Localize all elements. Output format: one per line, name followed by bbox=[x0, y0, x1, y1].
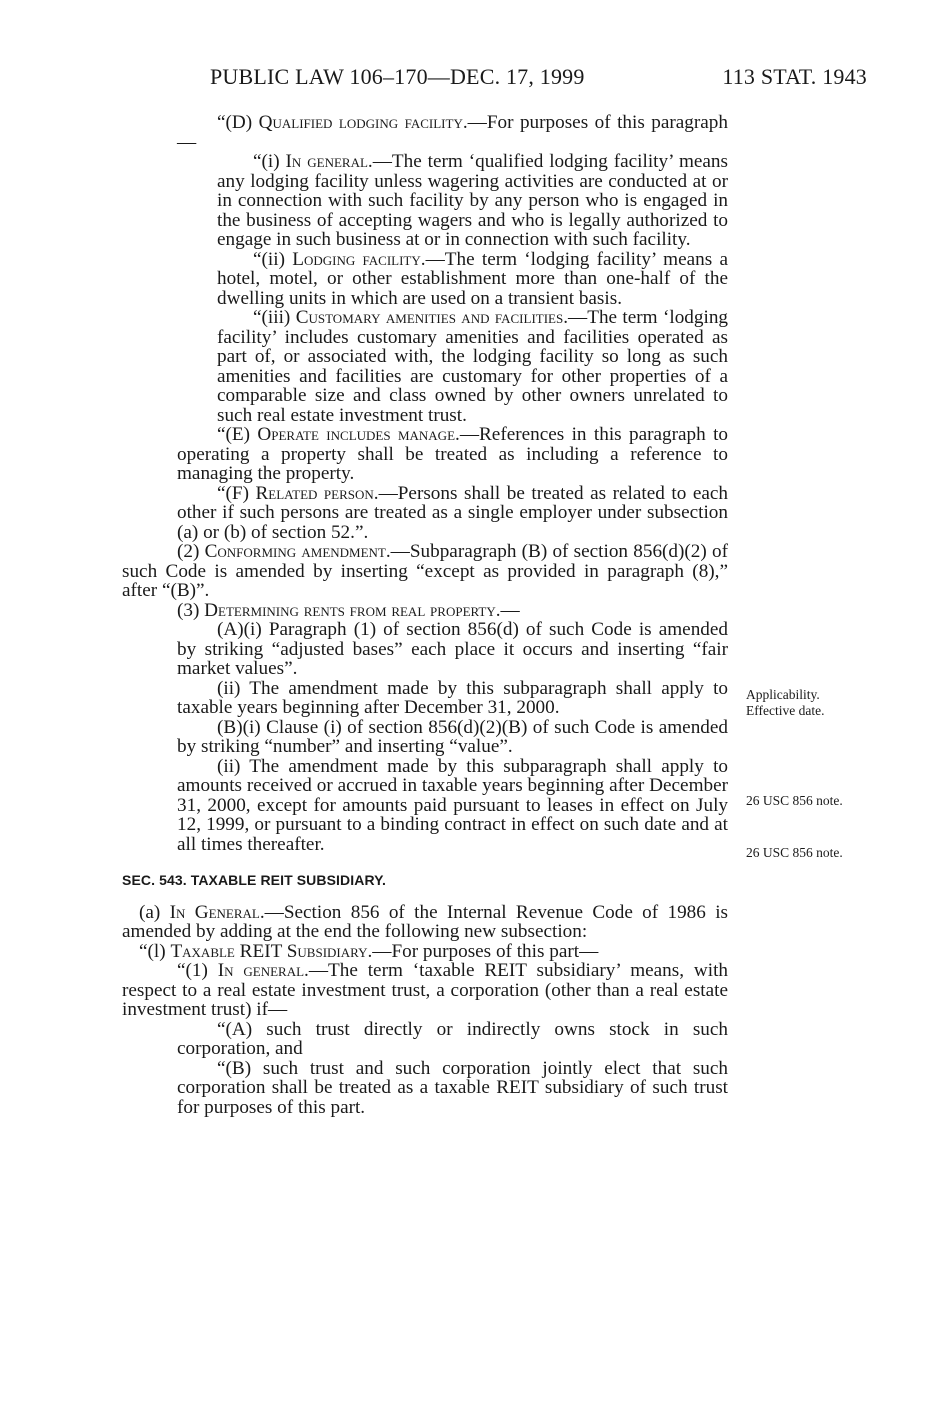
clause-i-heading: In general bbox=[285, 151, 368, 172]
clause-i-text: .—The term ‘qualified lodging facility’ means any lodging facility unless wagering activities are conducted at or in connection with such facility by any person who is engaged in the business of accepting wagers and who is legally authorized to engage in such business at or in connection with such facility. bbox=[217, 151, 728, 250]
margin-note-usc-2: 26 USC 856 note. bbox=[746, 845, 843, 860]
subsection-a bbox=[122, 903, 728, 942]
item-a-i: (A)(i) Paragraph (1) of section 856(d) of such Code is amended by striking “adjusted bases” each place it occurs and inserting “fair market values”. bbox=[177, 619, 728, 679]
clause-ii-number: “(ii) bbox=[253, 248, 293, 270]
clause-ii-text: .—The term ‘lodging facility’ means a hotel, motel, or other establishment more than one-half of the dwelling units in which are used on a transient basis. bbox=[217, 248, 728, 309]
subsection-l-paragraph-1-heading: In general bbox=[217, 960, 305, 981]
subsection-a-heading: In General bbox=[169, 901, 260, 923]
paragraph-2-text: .—Subparagraph (B) of section 856(d)(2) of such Code is amended by inserting “except as provided in paragraph (8),” after “(B)”. bbox=[122, 541, 729, 601]
item-b-i: (B)(i) Clause (i) of section 856(d)(2)(B) of such Code is amended by striking “number” and inserting “value”. bbox=[177, 716, 728, 757]
margin-note-usc-1: 26 USC 856 note. bbox=[746, 793, 843, 808]
subparagraph-e-heading: Operate includes manage bbox=[257, 424, 456, 445]
subsection-l-heading: Taxable REIT Subsidiary bbox=[170, 940, 368, 962]
subparagraph-l-a: “(A) such trust directly or indirectly owns stock in such corporation, and bbox=[177, 1018, 728, 1059]
subsection-l bbox=[122, 942, 728, 962]
paragraph-3-text: .— bbox=[495, 599, 520, 621]
item-b-ii: (ii) The amendment made by this subparagraph shall apply to amounts received or accrued in taxable years beginning after December 31, 2000, except for amounts paid pursuant to leases in effect on July 12, 1999, or pursuant to a binding contract in effect on such date and at all times thereafter. bbox=[177, 755, 728, 855]
subsection-l-paragraph-1-text: .—The term ‘taxable REIT subsidiary’ means, with respect to a real estate investment trust, a corporation (other than a real estate investment trust) if— bbox=[122, 960, 728, 1020]
subparagraph-d bbox=[122, 113, 728, 152]
subparagraph-f-text: .—Persons shall be treated as related to each other if such persons are treated as a single employer under subsection (a) or (b) of section 52.”. bbox=[177, 482, 728, 543]
clause-iii-number: “(iii) bbox=[253, 307, 296, 328]
paragraph-2-heading: Conforming amendment bbox=[204, 541, 386, 562]
margin-note-effective-date-text: Effective date. bbox=[746, 703, 825, 718]
subsection-l-paragraph-1 bbox=[122, 961, 728, 1020]
margin-note-applicability-text: Applicability. bbox=[746, 687, 820, 702]
item-a-ii: (ii) The amendment made by this subparagraph shall apply to taxable years beginning after December 31, 2000. bbox=[177, 677, 728, 718]
statute-body bbox=[122, 113, 728, 1117]
subparagraph-l-b: “(B) such trust and such corporation jointly elect that such corporation shall be treated as a taxable REIT subsidiary of such trust for purposes of this part. bbox=[177, 1057, 728, 1118]
subparagraph-e-text: .—References in this paragraph to operating a property shall be treated as including a reference to managing the property. bbox=[177, 424, 728, 484]
header-citation: PUBLIC LAW 106–170—DEC. 17, 1999 bbox=[210, 64, 585, 89]
subsection-l-number: “(l) bbox=[139, 940, 171, 962]
paragraph-2-number: (2) bbox=[177, 541, 205, 562]
subsection-a-text: .—Section 856 of the Internal Revenue Code of 1986 is amended by adding at the end the following new subsection: bbox=[122, 901, 728, 942]
subparagraph-f-heading: Related person bbox=[255, 482, 374, 504]
section-543-heading: SEC. 543. TAXABLE REIT SUBSIDIARY. bbox=[122, 872, 387, 888]
clause-i bbox=[122, 152, 728, 250]
subparagraph-d-text: .—For purposes of this paragraph— bbox=[177, 112, 728, 153]
clause-iii-text: .—The term ‘lodging facility’ includes customary amenities and facilities operated as part of, or associated with, the lodging facility so long as such amenities and facilities are customary for other properties of a comparable size and class owned by other owners unrelated to such real estate investment trust. bbox=[217, 307, 729, 426]
margin-note-applicability bbox=[746, 687, 876, 719]
header-page-number: 113 STAT. 1943 bbox=[722, 64, 867, 89]
subparagraph-f bbox=[122, 484, 728, 543]
clause-ii bbox=[122, 250, 728, 309]
paragraph-3-number: (3) bbox=[177, 599, 205, 621]
paragraph-3 bbox=[122, 601, 728, 621]
clause-i-number: “(i) bbox=[253, 151, 286, 172]
subparagraph-d-number: “(D) bbox=[217, 112, 259, 133]
subparagraph-d-heading: Qualified lodging facility bbox=[258, 112, 463, 133]
subparagraph-f-number: “(F) bbox=[217, 482, 256, 504]
paragraph-3-heading: Determining rents from real property bbox=[204, 599, 496, 621]
paragraph-2 bbox=[122, 542, 728, 601]
subsection-l-text: .—For purposes of this part— bbox=[367, 940, 599, 962]
clause-iii bbox=[122, 308, 728, 425]
clause-iii-heading: Customary amenities and facilities bbox=[295, 307, 564, 328]
clause-ii-heading: Lodging facility bbox=[292, 248, 421, 270]
running-header bbox=[122, 64, 867, 94]
subsection-a-number: (a) bbox=[139, 901, 170, 923]
subsection-l-paragraph-1-number: “(1) bbox=[177, 960, 218, 981]
subparagraph-e bbox=[122, 425, 728, 484]
subparagraph-e-number: “(E) bbox=[217, 424, 258, 445]
